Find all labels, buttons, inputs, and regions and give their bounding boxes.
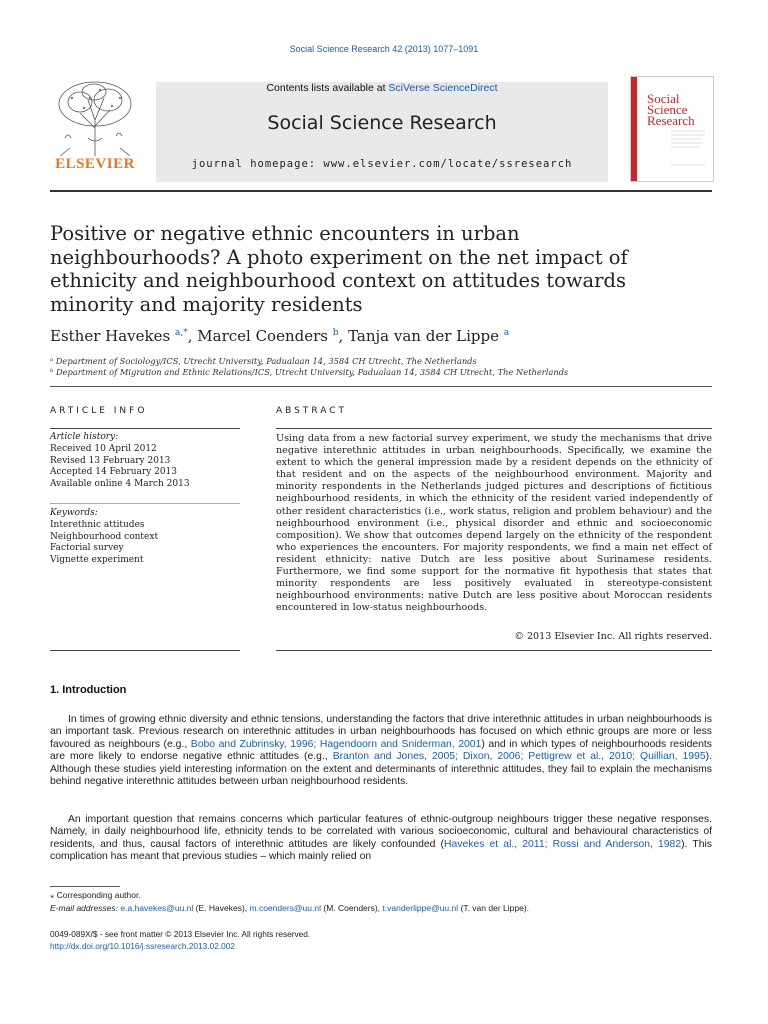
paragraph-text: ). Although these studies yield interesting information on the extent and determinants of interethnic attitudes, they fail to explain the mechanisms behind negative interethnic attitudes between urban neighbourhood residents. [50,751,712,788]
email-addresses [50,903,712,913]
journal-cover-thumbnail [630,76,714,182]
affiliation: ᵇ Department of Migration and Ethnic Relations/ICS, Utrecht University, Padualaan 14, 3584 CH Utrecht, The Netherlands [50,367,569,377]
author-name: Marcel Coenders [197,327,328,345]
history-item: Received 10 April 2012 [50,443,157,454]
abstract-rule [276,428,712,429]
keyword-item: Factorial survey [50,543,124,554]
body-paragraph [50,714,712,788]
cover-title: Social Science Research [647,91,695,128]
email-label: E-mail addresses: [50,903,121,913]
abstract-end-rule [276,650,712,651]
abstract-heading: ABSTRACT [276,406,348,416]
journal-homepage-line: journal homepage: www.elsevier.com/locate/ssresearch [191,158,573,170]
contents-prefix: Contents lists available at [266,82,389,94]
author-affiliation-mark[interactable]: a,* [174,328,188,338]
elsevier-wordmark: ELSEVIER [55,156,135,172]
author-affiliation-mark[interactable]: b [332,328,339,338]
citation-link[interactable]: Bobo and Zubrinsky, 1996; Hagendoorn and Sniderman, 2001 [190,738,482,750]
email-link[interactable]: e.a.havekes@uu.nl [120,903,194,913]
email-owner: (M. Coenders), [321,903,383,913]
author-name: Tanja van der Lippe [348,327,499,345]
email-link[interactable]: t.vanderlippe@uu.nl [382,903,459,913]
corresponding-author-note: ⁎ Corresponding author. [50,890,141,900]
section-heading: 1. Introduction [50,684,127,696]
paragraph-text: In times of growing ethnic diversity and ethnic tensions, understanding the factors that drive interethnic attitudes in urban neighbourhoods is an important task. Previous research on interethnic attitudes in urban neighbourhoods has focused on which ethnic groups are more or less favoured as neighbours (e.g., [50,714,712,750]
doi-link[interactable]: http://dx.doi.org/10.1016/j.ssresearch.2013.02.002 [50,941,235,951]
issn-line: 0049-089X/$ - see front matter © 2013 Elsevier Inc. All rights reserved. [50,929,311,939]
author-affiliation-mark[interactable]: a [503,328,510,338]
keyword-item: Interethnic attitudes [50,519,145,530]
author-list: Esther Havekes $^{a,*}$, Marcel Coenders $^b$, Tanja van der Lippe $^a$ [50,327,510,345]
citation-link[interactable]: Branton and Jones, 2005; Dixon, 2006; Pettigrew et al., 2010; Quillian, 1995 [332,751,706,763]
keywords [50,508,240,567]
keywords-label: Keywords: [50,508,98,518]
article-history [50,432,240,491]
contents-availability-line [156,82,608,94]
paragraph-text: ) and in which types of neighbourhoods residents are more likely to endorse negative ethnic attitudes (e.g., [50,738,712,763]
history-item: Available online 4 March 2013 [50,479,190,490]
paragraph-text: ). This complication has meant that previous studies – which mainly relied on [50,838,712,863]
affiliation: ᵃ Department of Sociology/ICS, Utrecht University, Padualaan 14, 3584 CH Utrecht, The Netherlands [50,356,477,366]
journal-citation[interactable]: Social Science Research 42 (2013) 1077–1091 [289,44,479,54]
paragraph-text: An important question that remains concerns which particular features of ethnic-outgroup neighbours trigger these negative responses. Namely, in daily neighbourhood life, ethnicity tends to be correlated with various socioeconomic, cultural and behavioural characteristics of residents, and thus, causal factors of interethnic attitudes are likely confounded ( [50,814,712,850]
email-link[interactable]: m.coenders@uu.nl [249,903,321,913]
history-item: Accepted 14 February 2013 [50,467,178,478]
journal-title: Social Science Research [267,112,497,134]
article-info-rule [50,428,240,429]
footnote-rule [50,886,120,887]
email-owner: (E. Havekes), [193,903,250,913]
sciencedirect-link[interactable]: SciVerse ScienceDirect [388,82,498,94]
history-label: Article history: [50,432,119,442]
keyword-item: Vignette experiment [50,555,144,566]
copyright-notice: © 2013 Elsevier Inc. All rights reserved. [514,631,712,642]
article-title: Positive or negative ethnic encounters in urban neighbourhoods? A photo experiment on the net impact of ethnicity and neighbourhood context on attitudes towards minority and majority residents [50,222,628,316]
header-rule [50,190,712,192]
article-info-end-rule [50,650,240,651]
author-name: Esther Havekes [50,327,171,345]
body-paragraph [50,814,712,864]
email-owner: (T. van der Lippe). [458,903,530,913]
article-info-divider [50,503,240,504]
keyword-item: Neighbourhood context [50,531,159,542]
history-item: Revised 13 February 2013 [50,455,171,466]
affiliation-rule [50,386,712,387]
article-info-heading: ARTICLE INFO [50,406,148,416]
abstract-text: Using data from a new factorial survey experiment, we study the mechanisms that drive negative interethnic attitudes in urban neighbourhoods. Specifically, we examine the extent to which the general impression made by a resident depends on the ethnicity of that resident and on the aspects of the neighbourhood environment. Majority and minority respondents in the Netherlands judged pictures and descriptions of fictitious neighbourhood residents, in which the ethnicity of the resident varied independently of other resident characteristics (i.e., work status, religion and problem behaviour) and the neighbourhood environment (i.e., physical disorder and ethnic and socioeconomic composition). We show that outcomes depend largely on the ethnicity of the respondent who experiences the encounters. For majority respondents, we find a main net effect of resident ethnicity: native Dutch are less positive about Surinamese residents. Furthermore, we find some support for the normative fit hypothesis that states that minority respondents are less positively evaluated in stereotype-consistent neighbourhood environments: native Dutch are less positive about Moroccan residents encountered in low-status neighbourhoods. [276,433,712,614]
citation-link[interactable]: Havekes et al., 2011; Rossi and Anderson, 1982 [444,838,682,850]
